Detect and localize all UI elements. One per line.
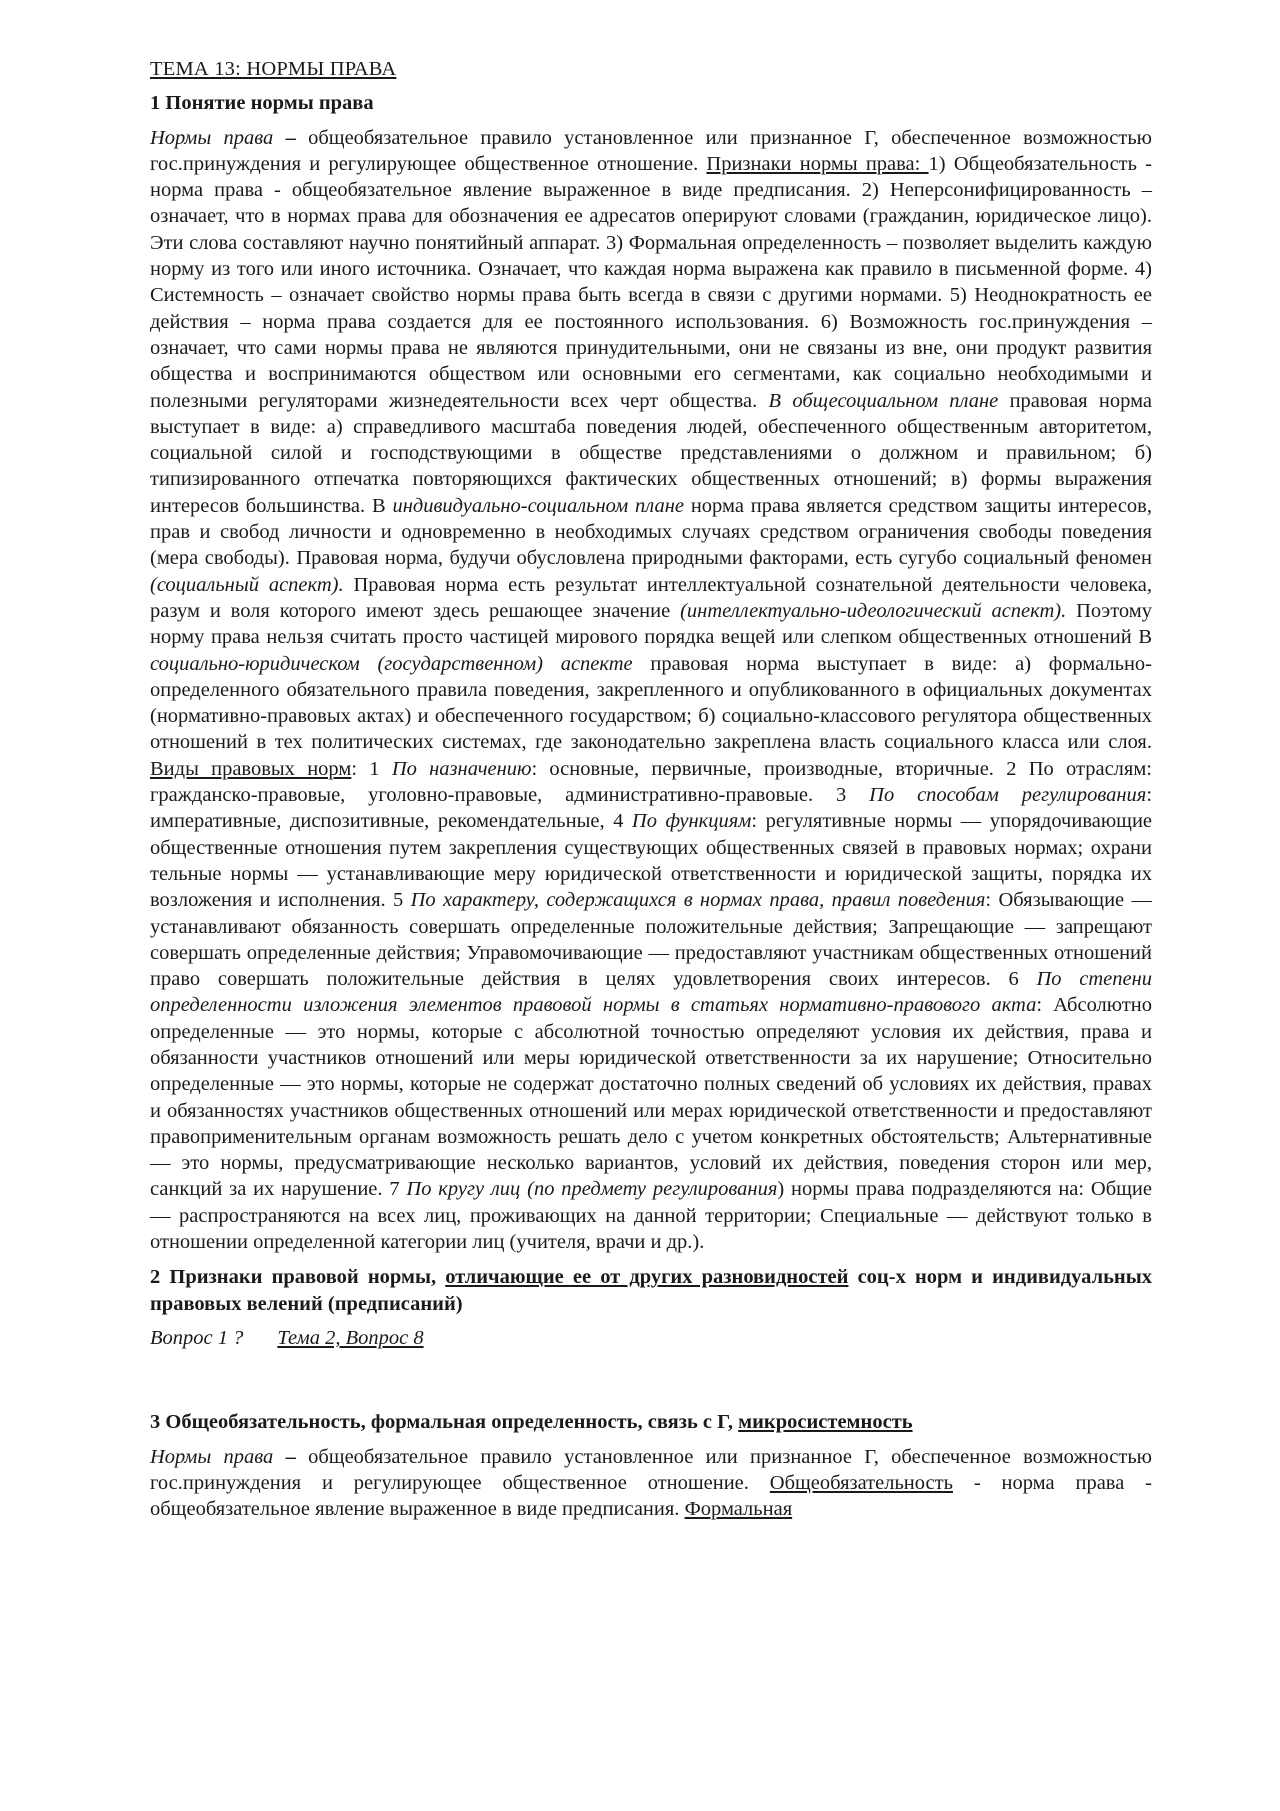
dash: –: [273, 126, 309, 149]
section-2-reference: [150, 1325, 1152, 1351]
signs-label: Признаки нормы права:: [706, 152, 929, 175]
plane-individual-social-text: норма права является средством защиты интересов, прав и свобод личности и одновременно в необходимых случаях средством ограничения свободы поведения (мера свободы). Правовая норма, будучи обусловлена природными факторами, есть сугубо социальный феномен: [150, 494, 1152, 570]
term-norms-of-law: Нормы права: [150, 126, 274, 149]
aspect-intellectual-text: Поэтому норму права нельзя считать просто частицей мирового порядка вещей или слепком общественных отношений В: [150, 599, 1152, 649]
types-label: Виды правовых норм: [150, 757, 352, 780]
universality-text: - норма права - общеобязательное явление выраженное в виде предписания.: [150, 1471, 1152, 1521]
universality-label: Общеобязательность: [769, 1471, 953, 1494]
aspect-intellectual: (интеллектуально-идеологический аспект).: [680, 599, 1067, 622]
aspect-socio-legal-text: правовая норма выступает в виде: а) формально-определенного обязательного правила поведения, закрепленного и опубликованного в официальных документах (нормативно-правовых актах) и обеспеченного государством; б) социально-классового регулятора общественных отношений в тех политических системах, где законодательно закреплена власть социального класса или слоя.: [150, 652, 1152, 754]
type-by-certainty: По степени определенности изложения элементов правовой нормы в статьях нормативно-правового акта: [150, 968, 1152, 1017]
plane-general-social-text: правовая норма выступает в виде: а) справедливого масштаба поведения людей, обеспеченного общественным авторитетом, социальной силой и господствующими в обществе представлениями о должном и правильном; б) типизированного отпечатка повторяющихся фактических общественных отношений; в) формы выражения интересов большинства. В: [150, 389, 1152, 517]
type-by-regulation-method: По способам регулирования: [869, 784, 1147, 807]
signs-text: 1) Общеобязательность - норма права - общеобязательное явление выраженное в виде предписания. 2) Неперсонифицированность – означает, что в нормах права для обозначения ее адресатов оперируют словами (гражданин, юридическое лицо). Эти слова составляют научно понятийный аппарат. 3) Формальная определенность – позволяет выделить каждую норму из того или иного источника. Означает, что каждая норма выражена как правило в письменной форме. 4) Системность – означает свойство нормы права быть всегда в связи с другими нормами. 5) Неоднократность ее действия – норма права создается для ее постоянного использования. 6) Возможность гос.принуждения – означает, что сами нормы права не являются принудительными, они не связаны из вне, они продукт развития общества и воспринимаются обществом или основными его сегментами, как социально необходимыми и полезными регуляторами жизнедеятельности всех черт общества.: [150, 152, 1152, 412]
definition-text: общеобязательное правило установленное или признанное Г, обеспеченное возможностью гос.принуждения и регулирующее общественное отношение.: [150, 126, 1152, 175]
section-3-heading-part-a: 3 Общеобязательность, формальная определенность, связь с Г,: [150, 1411, 739, 1434]
type-by-character-text: : Обязывающие — устанавливают обязанность совершать определенные положительные действия; Запрещающие — запрещают совершать определенные действия; Управомочивающие — предоставляют участникам общественных отношений право совершать положительные действия в целях удовлетворения своих интересов. 6: [150, 889, 1152, 991]
cross-reference: Тема 2, Вопрос 8: [277, 1326, 424, 1349]
section-2-heading-part-a: 2 Признаки правовой нормы,: [150, 1266, 446, 1289]
aspect-social: (социальный аспект).: [150, 573, 344, 596]
section-2-heading-underlined: отличающие ее от других разновидностей: [445, 1266, 849, 1289]
section-1-heading: 1 Понятие нормы права: [150, 92, 374, 115]
formal-label: Формальная: [684, 1498, 793, 1521]
type-by-function: По функциям: [631, 810, 752, 833]
term-norms-of-law-2: Нормы права: [150, 1445, 274, 1468]
definition-text-2: общеобязательное правило установленное или признанное Г, обеспеченное возможностью гос.принуждения и регулирующее общественное отношение.: [150, 1445, 1152, 1494]
section-3-paragraph: [150, 1444, 1152, 1523]
dash-2: –: [273, 1445, 309, 1468]
section-2-heading: [150, 1264, 1152, 1317]
type-by-persons-text: ) нормы права подразделяются на: Общие — распространяются на всех лиц, проживающих на данной территории; Специальные — действуют только в отношении определенной категории лиц (учителя, врачи и др.).: [150, 1178, 1153, 1254]
section-1-paragraph: [150, 125, 1152, 1256]
question-label: Вопрос 1 ?: [150, 1326, 244, 1349]
type-by-regulation-method-text: : императивные, диспозитивные, рекомендательные, 4: [150, 784, 1153, 833]
section-2-heading-part-c: соц-х норм и индивидуальных правовых велений (предписаний): [150, 1266, 1152, 1315]
type-by-persons: По кругу лиц (по предмету регулирования: [406, 1178, 778, 1201]
plane-individual-social: индивидуально-социальном плане: [392, 494, 684, 517]
section-3-heading-underlined: микросистемность: [738, 1411, 913, 1434]
types-colon: : 1: [351, 757, 392, 780]
aspect-socio-legal: социально-юридическом (государственном) аспекте: [150, 652, 633, 675]
type-by-function-text: : регулятивные нормы — упорядочивающие общественные отношения путем закрепления существующих общественных связей в правовых нормах; охрани тельные нормы — устанавливающие меру юридической ответственности и юридической защиты, порядка их возложения и исполнения. 5: [150, 810, 1153, 912]
section-3-heading: [150, 1409, 1152, 1435]
type-by-purpose: По назначению: [391, 757, 532, 780]
plane-general-social: В общесоциальном плане: [768, 389, 999, 412]
type-by-character: По характеру, содержащихся в нормах права, правил поведения: [410, 889, 986, 912]
type-by-certainty-text: : Абсолютно определенные — это нормы, которые с абсолютной точностью определяют условия их действия, права и обязанности участников отношений или меры юридической ответственности за их нарушение; Относительно определенные — это нормы, которые не содержат достаточно полных сведений об условиях их действия, правах и обязанностях участников общественных отношений или мерах юридической ответственности и предоставляют правоприменительным органам возможность решать дело с учетом конкретных обстоятельств; Альтернативные — это нормы, предусматривающие несколько вариантов, условий их действия, поведения сторон или мер, санкций за их нарушение. 7: [150, 994, 1152, 1201]
document-title: ТЕМА 13: НОРМЫ ПРАВА: [150, 58, 397, 80]
document-page: [150, 56, 1152, 1531]
type-by-purpose-text: : основные, первичные, производные, вторичные. 2 По отраслям: гражданско-правовые, уголовно-правовые, административно-правовые. 3: [150, 757, 1152, 807]
aspect-social-text: Правовая норма есть результат интеллектуальной сознательной деятельности человека, разум и воля которого имеют здесь решающее значение: [150, 573, 1152, 622]
